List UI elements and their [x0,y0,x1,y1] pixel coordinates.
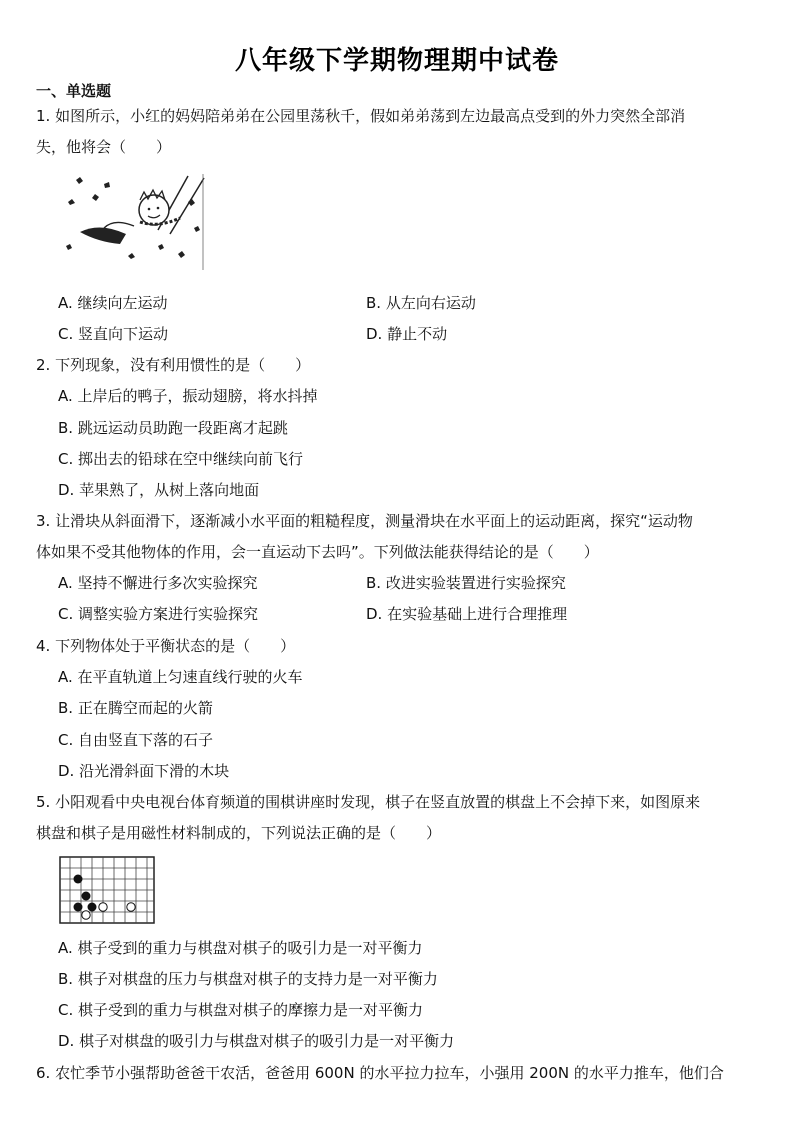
q4-option-b[interactable]: B. 正在腾空而起的火箭 [58,699,213,717]
q4-option-a[interactable]: A. 在平直轨道上匀速直线行驶的火车 [58,668,303,686]
q3-stem-line2: 体如果不受其他物体的作用，会一直运动下去吗”。下列做法能获得结论的是（ ） [36,543,599,561]
q5-option-d[interactable]: D. 棋子对棋盘的吸引力与棋盘对棋子的吸引力是一对平衡力 [58,1032,455,1050]
q5-stem-line1: 5. 小阳观看中央电视台体育频道的围棋讲座时发现，棋子在竖直放置的棋盘上不会掉下来，如图原来 [36,793,701,811]
q1-option-b[interactable]: B. 从左向右运动 [366,294,476,312]
q4-option-d[interactable]: D. 沿光滑斜面下滑的木块 [58,762,230,780]
go-board-figure [58,855,156,925]
q1-stem-line2: 失，他将会（ ） [36,138,172,156]
q2-stem: 2. 下列现象，没有利用惯性的是（ ） [36,356,311,374]
q3-stem-line1: 3. 让滑块从斜面滑下，逐渐减小水平面的粗糙程度，测量滑块在水平面上的运动距离，探究“运动物 [36,512,693,530]
q4-option-c[interactable]: C. 自由竖直下落的石子 [58,731,214,749]
q1-stem-line1: 1. 如图所示，小红的妈妈陪弟弟在公园里荡秋千，假如弟弟荡到左边最高点受到的外力突然全部消 [36,107,686,125]
q5-option-a[interactable]: A. 棋子受到的重力与棋盘对棋子的吸引力是一对平衡力 [58,939,423,957]
section-heading: 一、单选题 [36,82,112,100]
q1-option-c[interactable]: C. 竖直向下运动 [58,325,169,343]
q2-option-a[interactable]: A. 上岸后的鸭子，振动翅膀，将水抖掉 [58,387,318,405]
q5-stem-line2: 棋盘和棋子是用磁性材料制成的，下列说法正确的是（ ） [36,824,442,842]
swing-figure [58,172,206,272]
q2-option-c[interactable]: C. 掷出去的铅球在空中继续向前飞行 [58,450,304,468]
q3-option-c[interactable]: C. 调整实验方案进行实验探究 [58,605,259,623]
q4-stem: 4. 下列物体处于平衡状态的是（ ） [36,637,296,655]
q6-stem-line1: 6. 农忙季节小强帮助爸爸干农活，爸爸用 600N 的水平拉力拉车，小强用 200N 的水平力推车，他们合 [36,1064,724,1082]
q1-option-d[interactable]: D. 静止不动 [366,325,448,343]
q5-option-c[interactable]: C. 棋子受到的重力与棋盘对棋子的摩擦力是一对平衡力 [58,1001,424,1019]
page-title: 八年级下学期物理期中试卷 [234,46,559,76]
q2-option-b[interactable]: B. 跳远运动员助跑一段距离才起跳 [58,419,288,437]
q3-option-a[interactable]: A. 坚持不懈进行多次实验探究 [58,574,258,592]
q1-option-a[interactable]: A. 继续向左运动 [58,294,168,312]
q3-option-d[interactable]: D. 在实验基础上进行合理推理 [366,605,568,623]
q5-option-b[interactable]: B. 棋子对棋盘的压力与棋盘对棋子的支持力是一对平衡力 [58,970,438,988]
q2-option-d[interactable]: D. 苹果熟了，从树上落向地面 [58,481,260,499]
q3-option-b[interactable]: B. 改进实验装置进行实验探究 [366,574,566,592]
